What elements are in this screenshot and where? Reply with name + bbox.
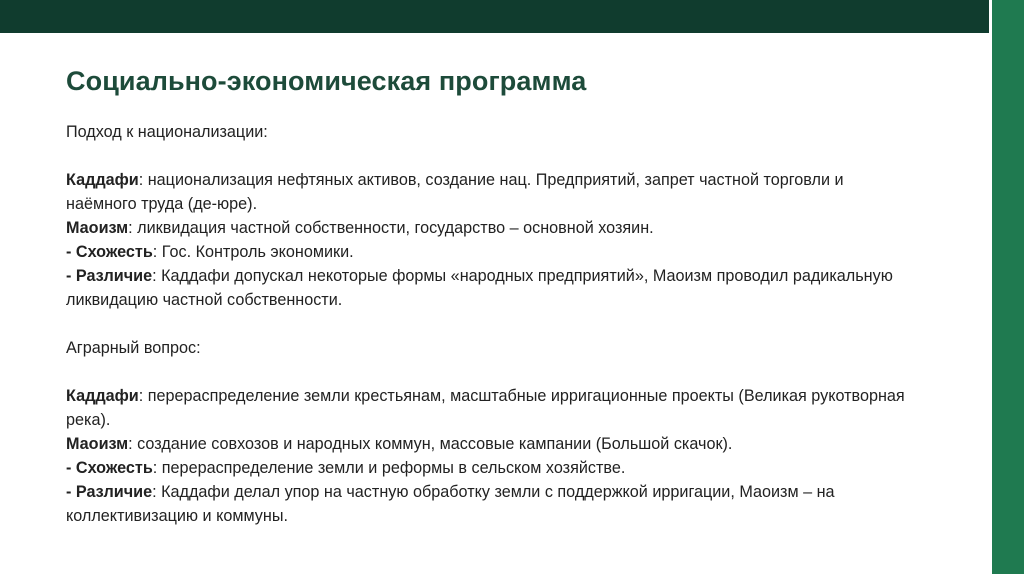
label-difference: - Различие	[66, 267, 153, 285]
paragraph-difference-nationalization	[66, 264, 916, 312]
text-maoism: : ликвидация частной собственности, государство – основной хозяин.	[128, 219, 654, 237]
text-similarity: : Гос. Контроль экономики.	[152, 243, 354, 261]
paragraph-difference-agrarian	[66, 480, 916, 528]
text-maoism: : создание совхозов и народных коммун, массовые кампании (Большой скачок).	[128, 435, 733, 453]
section-heading-nationalization: Подход к национализации:	[66, 123, 268, 141]
label-maoism: Маоизм	[66, 219, 129, 237]
paragraph-similarity-agrarian	[66, 456, 916, 480]
paragraph-qaddafi-nationalization	[66, 168, 916, 216]
text-qaddafi: : перераспределение земли крестьянам, масштабные ирригационные проекты (Великая рукотворная река).	[66, 387, 905, 429]
text-difference: : Каддафи допускал некоторые формы «народных предприятий», Маоизм проводил радикальную ликвидацию частной собственности.	[66, 267, 893, 309]
spacer	[66, 312, 916, 336]
label-similarity: - Схожесть	[66, 243, 153, 261]
paragraph-qaddafi-agrarian	[66, 384, 916, 432]
label-maoism: Маоизм	[66, 435, 129, 453]
text-difference: : Каддафи делал упор на частную обработку земли с поддержкой ирригации, Маоизм – на коллективизацию и коммуны.	[66, 483, 835, 525]
paragraph-similarity-nationalization	[66, 240, 916, 264]
text-similarity: : перераспределение земли и реформы в сельском хозяйстве.	[152, 459, 626, 477]
spacer	[66, 360, 916, 384]
text-qaddafi: : национализация нефтяных активов, создание нац. Предприятий, запрет частной торговли и наёмного труда (де-юре).	[66, 171, 844, 213]
top-decorative-bar	[0, 0, 992, 33]
slide-title: Социально-экономическая программа	[66, 66, 587, 96]
section-heading-agrarian: Аграрный вопрос:	[66, 339, 201, 357]
paragraph-maoism-agrarian	[66, 432, 916, 456]
label-qaddafi: Каддафи	[66, 171, 139, 189]
label-similarity: - Схожесть	[66, 459, 153, 477]
label-qaddafi: Каддафи	[66, 387, 139, 405]
slide-body	[66, 120, 916, 528]
paragraph-maoism-nationalization	[66, 216, 916, 240]
label-difference: - Различие	[66, 483, 153, 501]
spacer	[66, 144, 916, 168]
side-decorative-bar	[992, 0, 1024, 574]
